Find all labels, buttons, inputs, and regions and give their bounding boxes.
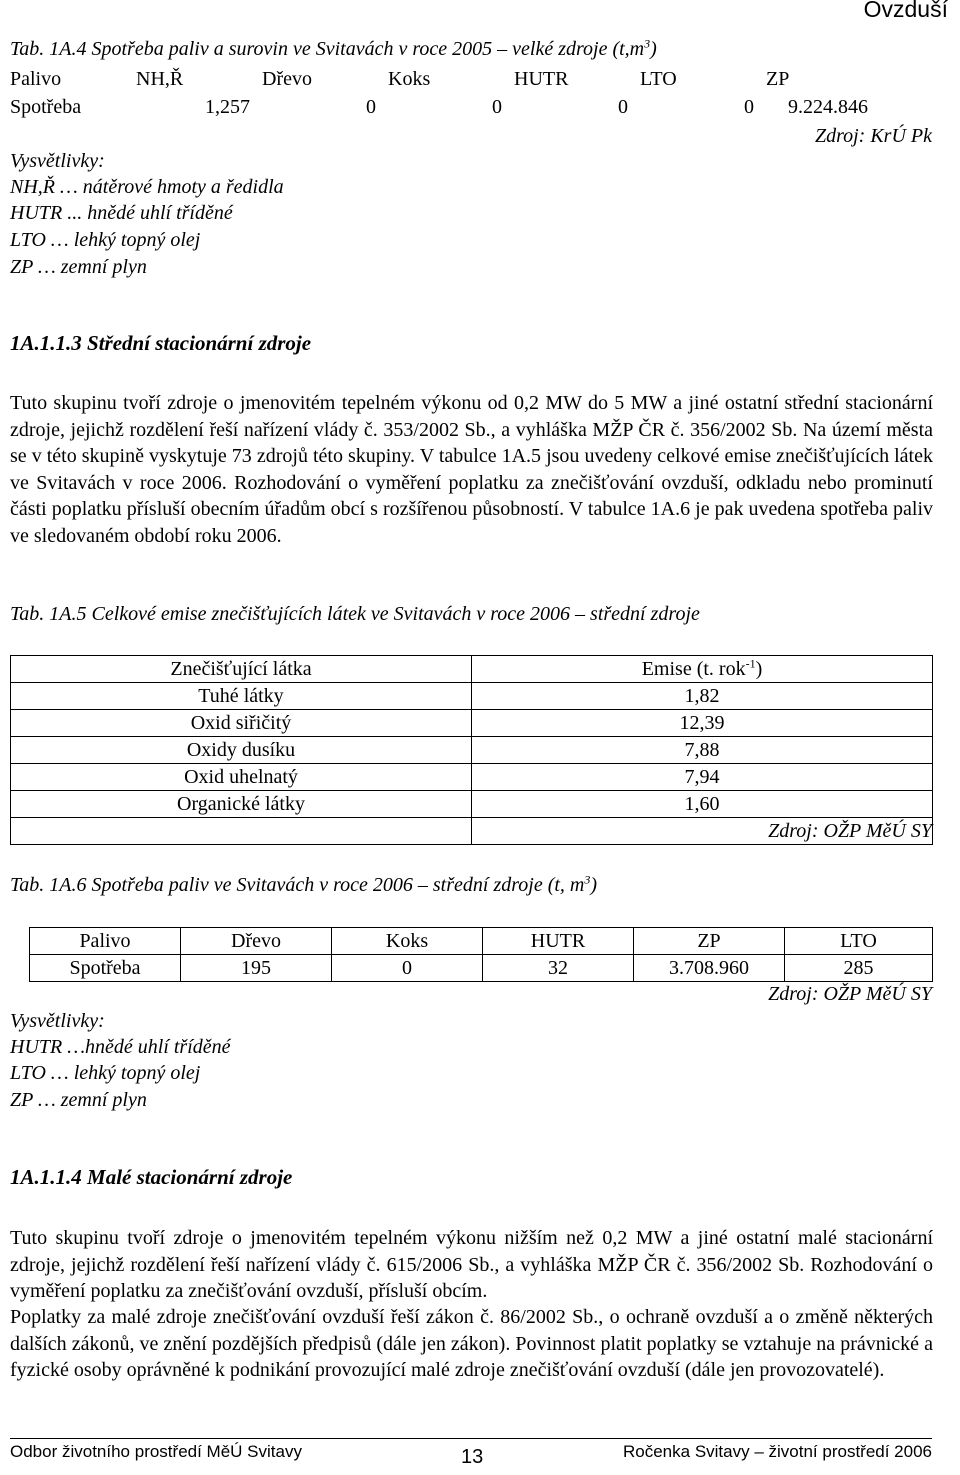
legend2-item: ZP … zemní plyn: [10, 1089, 147, 1111]
footer-right: Ročenka Svitavy – životní prostředí 2006: [623, 1442, 932, 1461]
legend1-item: HUTR ... hnědé uhlí tříděné: [10, 202, 233, 224]
table5-cell: [11, 818, 472, 845]
section4-paragraph-1-text: Tuto skupinu tvoří zdroje o jmenovitém tepelném výkonu nižším než 0,2 MW a jiné ostatní malé stacionární zdroje, jejichž rozdělení řeší nařízení vlády č. 615/2006 Sb., a vyhláška MŽP ČR č. 356/2002 Sb. Rozhodování o vyměření poplatku za znečišťování ovzduší, přísluší obcím.: [10, 1227, 933, 1302]
table6-header-cell: ZP: [634, 928, 785, 955]
table6-caption-text: Tab. 1A.6 Spotřeba paliv ve Svitavách v roce 2006 – střední zdroje (t, m: [10, 874, 585, 896]
section3-paragraph: [10, 390, 933, 549]
table-row: [11, 710, 933, 737]
section3-paragraph-text: Tuto skupinu tvoří zdroje o jmenovitém tepelném výkonu od 0,2 MW do 5 MW a jiné ostatní střední stacionární zdroje, jejichž rozdělení řeší nařízení vlády č. 353/2002 Sb., a vyhláška MŽP ČR č. 356/2002 Sb. Na území města se v této skupině vyskytuje 73 zdrojů této skupiny. V tabulce 1A.5 jsou uvedeny celkové emise znečišťujících látek ve Svitavách v roce 2006. Rozhodování o vyměření poplatku za znečišťování ovzduší, odkladu nebo prominutí části poplatku přísluší obecním úřadům obcí s rozšířenou působností. V tabulce 1A.6 je pak uvedena spotřeba paliv ve sledovaném období roku 2006.: [10, 392, 933, 547]
table4-value-cell: 0: [366, 96, 376, 118]
table5-header-cell: [472, 656, 933, 683]
table6-header-cell: LTO: [785, 928, 933, 955]
table5-source: Zdroj: OŽP MěÚ SY: [768, 820, 932, 842]
table6-header-cell: HUTR: [483, 928, 634, 955]
section3-heading-text: Střední stacionární zdroje: [87, 331, 312, 355]
table6: [29, 927, 933, 982]
table4-header-cell: HUTR: [514, 68, 569, 90]
table4-header-cell: ZP: [766, 68, 790, 90]
table6-header-row: [30, 928, 933, 955]
table4-source: Zdroj: KrÚ Pk: [814, 125, 932, 147]
table5-header-sup: -1: [745, 656, 756, 671]
section4-paragraph-2: [10, 1304, 933, 1384]
section4-heading-number: 1A.1.1.4: [10, 1165, 82, 1189]
table5-cell: Tuhé látky: [11, 683, 472, 710]
table5-header-row: [11, 656, 933, 683]
section4-paragraph-2-text: Poplatky za malé zdroje znečišťování ovzduší řeší zákon č. 86/2002 Sb., o ochraně ovzduší a o změně některých dalších zákonů, ve znění pozdějších předpisů (dále jen zákon). Povinnost platit poplatky se vztahuje na právnické a fyzické osoby oprávněné k podnikání provozující malé zdroje znečišťování ovzduší (dále jen provozovatelé).: [10, 1306, 933, 1381]
section4-heading: [10, 1165, 292, 1190]
legend2-item: HUTR …hnědé uhlí tříděné: [10, 1036, 231, 1058]
legend2-item: LTO … lehký topný olej: [10, 1062, 201, 1084]
table4-header-cell: NH,Ř: [136, 68, 184, 90]
section3-heading-number: 1A.1.1.3: [10, 331, 82, 355]
table5-header-text: Emise (t. rok: [641, 658, 746, 680]
legend1-item: ZP … zemní plyn: [10, 256, 147, 278]
table5-cell: 1,82: [472, 683, 933, 710]
table4-value-cell: 0: [618, 96, 628, 118]
table6-caption: [10, 874, 597, 897]
legend2-title: Vysvětlivky:: [10, 1010, 105, 1032]
table-row: [11, 737, 933, 764]
table4-value-cell: 0: [492, 96, 502, 118]
section-header: Ovzduší: [863, 0, 948, 22]
table6-source: Zdroj: OŽP MěÚ SY: [768, 983, 932, 1005]
section4-paragraph-1: [10, 1225, 933, 1305]
section4-heading-text: Malé stacionární zdroje: [87, 1165, 293, 1189]
footer-rule: [10, 1438, 932, 1439]
table5-cell: Oxidy dusíku: [11, 737, 472, 764]
legend1-item: NH,Ř … nátěrové hmoty a ředidla: [10, 176, 284, 198]
table4-caption-end: ): [650, 38, 657, 60]
table5-cell: 12,39: [472, 710, 933, 737]
table6-header-cell: Dřevo: [181, 928, 332, 955]
table4-value-cell: 0: [744, 96, 754, 118]
table-row: [11, 683, 933, 710]
table4-header-cell: Palivo: [10, 68, 62, 90]
table4-value-cell: Spotřeba: [10, 96, 82, 118]
table4-value-cell: 9.224.846: [788, 96, 868, 118]
legend1-title: Vysvětlivky:: [10, 150, 105, 172]
table5: [10, 655, 933, 845]
table-row: [11, 764, 933, 791]
table6-caption-end: ): [590, 874, 598, 896]
table6-cell: 0: [332, 955, 483, 982]
table5-header-cell: Znečišťující látka: [11, 656, 472, 683]
table5-header-end: ): [755, 658, 763, 680]
table4-header-cell: Dřevo: [262, 68, 312, 90]
table6-header-cell: Koks: [332, 928, 483, 955]
table4-caption: [10, 38, 657, 61]
table4-value-cell: 1,257: [205, 96, 250, 118]
table5-cell: 7,94: [472, 764, 933, 791]
table6-caption-sup: 3: [584, 872, 591, 887]
table-row: [11, 791, 933, 818]
legend1-item: LTO … lehký topný olej: [10, 229, 201, 251]
footer-page-number: 13: [461, 1446, 484, 1468]
table4-header-cell: LTO: [640, 68, 677, 90]
table6-header-cell: Palivo: [30, 928, 181, 955]
table5-cell: 1,60: [472, 791, 933, 818]
table6-cell: Spotřeba: [30, 955, 181, 982]
table5-cell: 7,88: [472, 737, 933, 764]
table6-cell: 195: [181, 955, 332, 982]
table6-cell: 285: [785, 955, 933, 982]
table6-value-row: [30, 955, 933, 982]
footer-left: Odbor životního prostředí MěÚ Svitavy: [10, 1442, 302, 1461]
table5-cell: Organické látky: [11, 791, 472, 818]
table4-caption-sup: 3: [644, 36, 651, 51]
table5-cell: Oxid uhelnatý: [11, 764, 472, 791]
table4-caption-text: Tab. 1A.4 Spotřeba paliv a surovin ve Svitavách v roce 2005 – velké zdroje (t,m: [10, 38, 645, 60]
table5-caption: Tab. 1A.5 Celkové emise znečišťujících látek ve Svitavách v roce 2006 – střední zdroje: [10, 603, 700, 625]
section3-heading: [10, 331, 311, 356]
table5-cell: Oxid siřičitý: [11, 710, 472, 737]
table6-cell: 3.708.960: [634, 955, 785, 982]
table4-header-cell: Koks: [388, 68, 431, 90]
table6-cell: 32: [483, 955, 634, 982]
